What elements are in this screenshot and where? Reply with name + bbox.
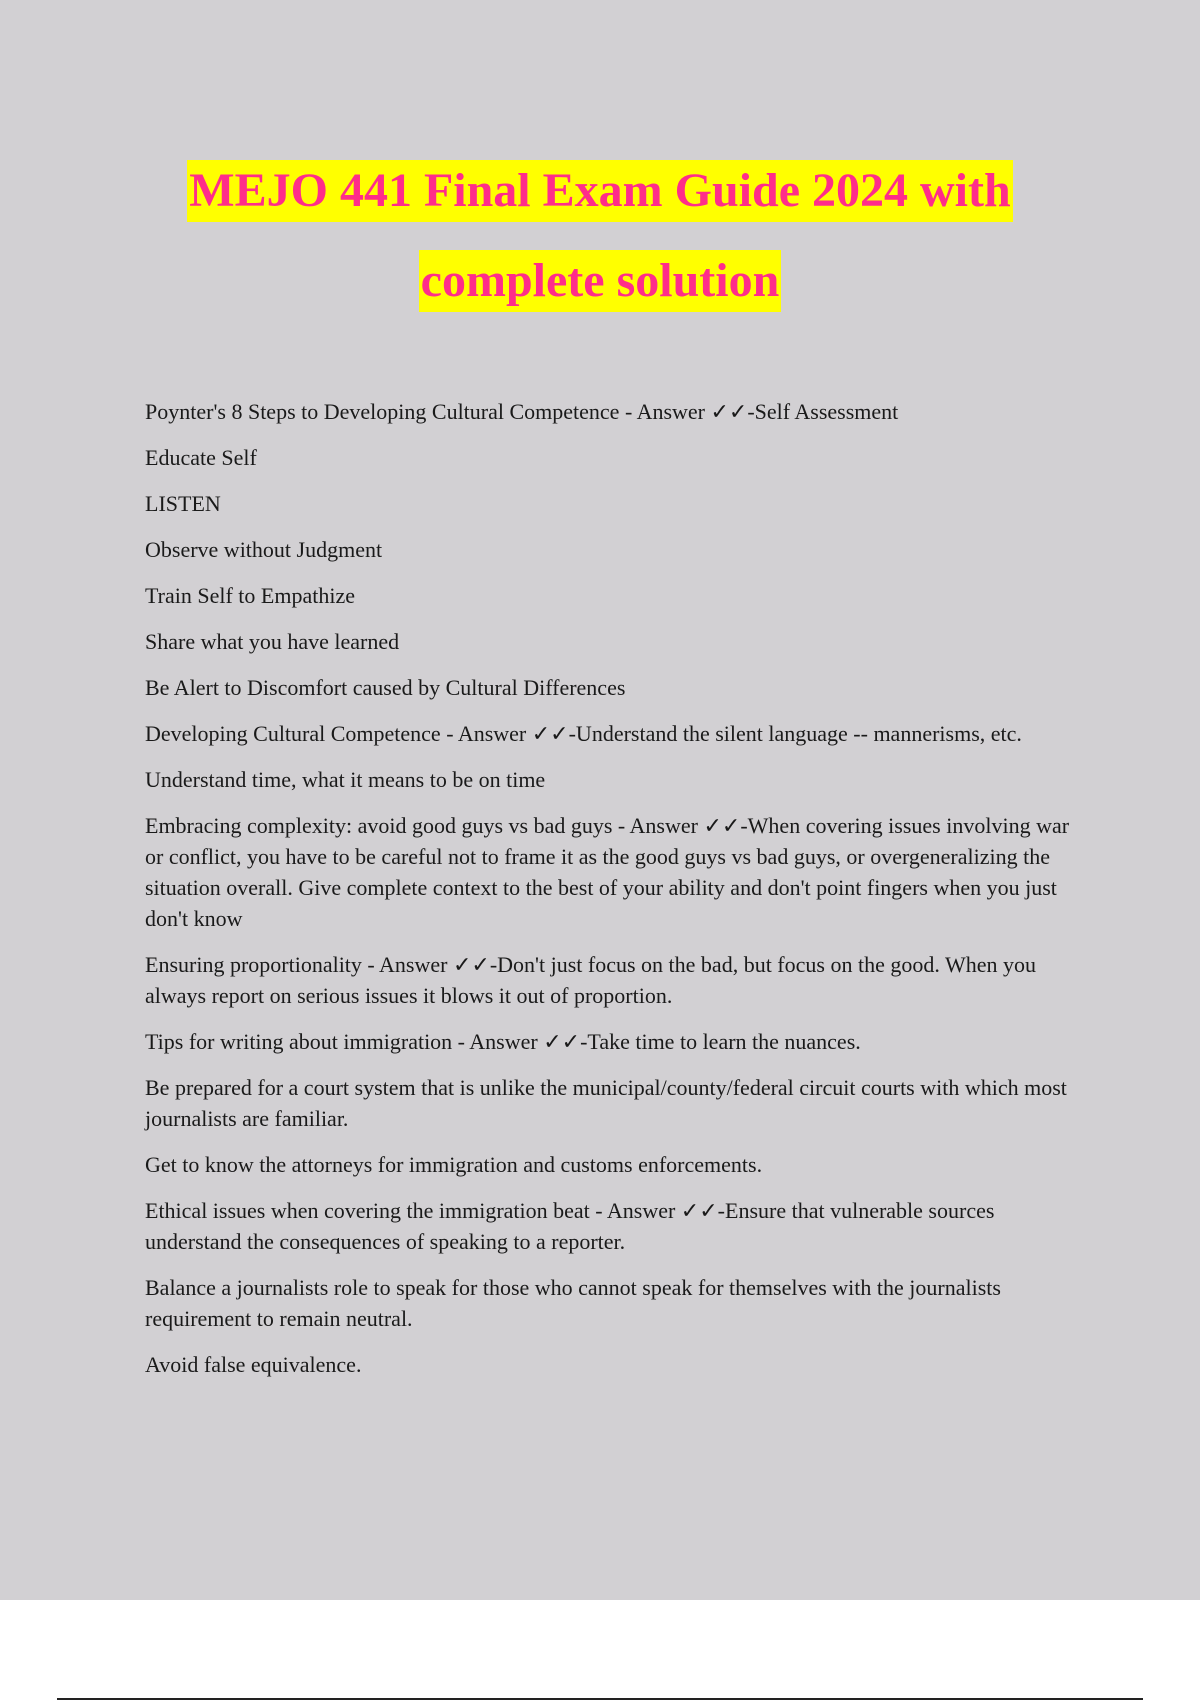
paragraph: Share what you have learned [145, 629, 400, 654]
paragraph: Ethical issues when covering the immigration beat - Answer ✓✓-Ensure that vulnerable sources understand the consequences of speaking to a reporter. [145, 1198, 995, 1254]
paragraph: Observe without Judgment [145, 537, 383, 562]
paragraph: Train Self to Empathize [145, 583, 355, 608]
title-line-1: MEJO 441 Final Exam Guide 2024 with [187, 160, 1012, 222]
paragraph: Embracing complexity: avoid good guys vs bad guys - Answer ✓✓-When covering issues involving war or conflict, you have to be careful not to frame it as the good guys vs bad guys, or overgeneralizing the situation overall. Give complete context to the best of your ability and don't point fingers when you just don't know [145, 813, 1070, 931]
title-line-2: complete solution [419, 250, 782, 312]
paragraph: Understand time, what it means to be on time [145, 767, 546, 792]
paragraph: Poynter's 8 Steps to Developing Cultural Competence - Answer ✓✓-Self Assessment [145, 399, 899, 424]
paragraph: Tips for writing about immigration - Answer ✓✓-Take time to learn the nuances. [145, 1029, 861, 1054]
paragraph: Get to know the attorneys for immigration and customs enforcements. [145, 1152, 763, 1177]
paragraph: LISTEN [145, 491, 221, 516]
document-title [0, 160, 1200, 340]
paragraph: Ensuring proportionality - Answer ✓✓-Don't just focus on the bad, but focus on the good. When you always report on serious issues it blows it out of proportion. [145, 952, 1036, 1008]
paragraph: Educate Self [145, 445, 257, 470]
paragraph: Be Alert to Discomfort caused by Cultural Differences [145, 675, 626, 700]
paragraph: Avoid false equivalence. [145, 1352, 362, 1377]
document-body [145, 396, 1090, 1395]
paragraph: Be prepared for a court system that is unlike the municipal/county/federal circuit courts with which most journalists are familiar. [145, 1075, 1067, 1131]
paragraph: Balance a journalists role to speak for those who cannot speak for themselves with the journalists requirement to remain neutral. [145, 1275, 1001, 1331]
paragraph: Developing Cultural Competence - Answer ✓✓-Understand the silent language -- mannerisms, etc. [145, 721, 1022, 746]
